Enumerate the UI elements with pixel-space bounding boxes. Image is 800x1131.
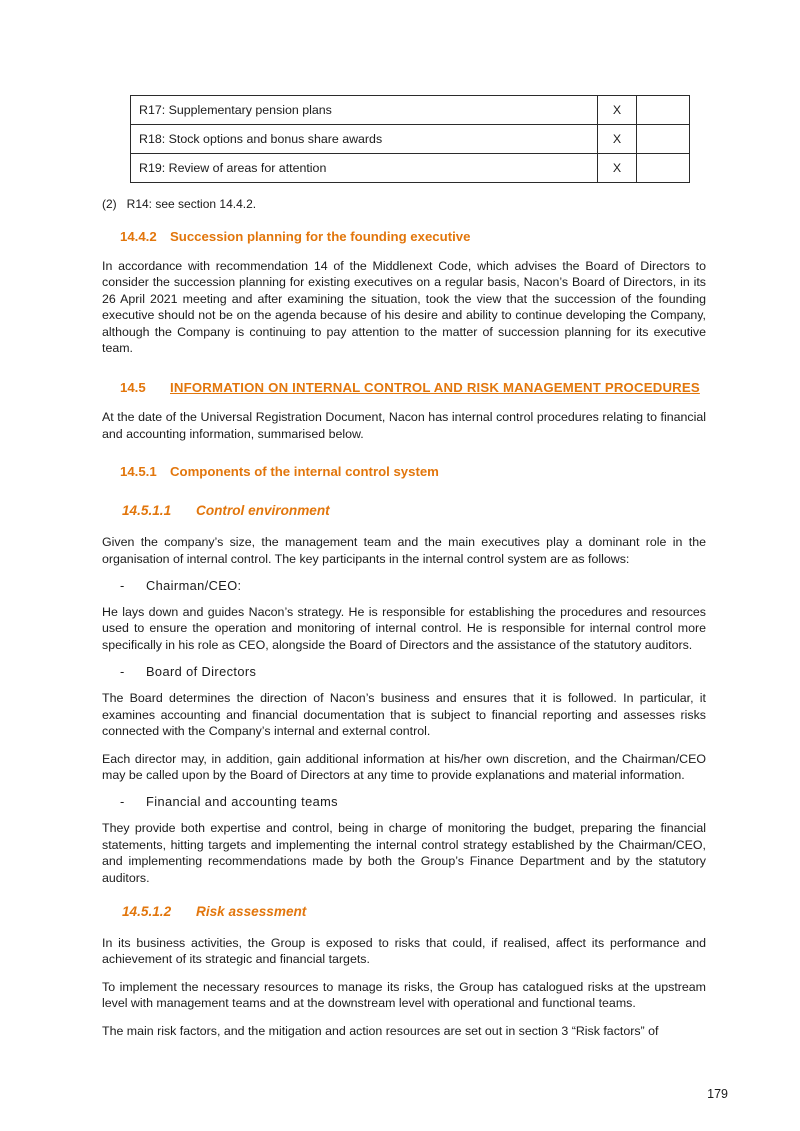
section-number: 14.5.1.1 bbox=[122, 503, 172, 519]
table-cell-extra bbox=[637, 125, 690, 154]
table-row bbox=[131, 96, 690, 125]
table-cell-mark: X bbox=[598, 96, 637, 125]
table-cell-extra bbox=[637, 154, 690, 183]
footnote bbox=[102, 197, 706, 211]
list-item-chairman-ceo bbox=[120, 578, 706, 593]
page-content bbox=[102, 95, 706, 1050]
table-row bbox=[131, 125, 690, 154]
section-heading-14-5-1-2 bbox=[122, 904, 706, 919]
section-title: Risk assessment bbox=[196, 903, 307, 919]
section-heading-14-4-2 bbox=[120, 229, 706, 244]
paragraph-control-env-intro: Given the company’s size, the management team and the main executives play a dominant role in the organisation of internal control. The key participants in the internal control system are as follows: bbox=[102, 535, 706, 566]
section-number: 14.4.2 bbox=[120, 229, 157, 244]
section-heading-14-5-1-1 bbox=[122, 503, 706, 518]
section-title: INFORMATION ON INTERNAL CONTROL AND RISK MANAGEMENT PROCEDURES bbox=[170, 380, 700, 396]
list-item-label: Financial and accounting teams bbox=[146, 794, 338, 810]
paragraph-risk-1: In its business activities, the Group is exposed to risks that could, if realised, affect its performance and achievement of its strategic and financial targets. bbox=[102, 935, 706, 967]
bullet-dash: - bbox=[120, 664, 125, 680]
section-title: Succession planning for the founding executive bbox=[170, 229, 471, 244]
list-item-label: Board of Directors bbox=[146, 664, 257, 680]
section-number: 14.5.1.2 bbox=[122, 903, 172, 919]
table-cell-label: R19: Review of areas for attention bbox=[131, 154, 598, 183]
section-heading-14-5-1 bbox=[120, 464, 706, 479]
table-cell-mark: X bbox=[598, 125, 637, 154]
paragraph-internal-control-intro: At the date of the Universal Registration Document, Nacon has internal control procedures relating to financial and accounting information, summarised below. bbox=[102, 410, 706, 441]
table-cell-label: R18: Stock options and bonus share awards bbox=[131, 125, 598, 154]
section-heading-14-5 bbox=[120, 380, 706, 395]
page-number: 179 bbox=[707, 1087, 728, 1101]
section-number: 14.5 bbox=[120, 380, 146, 396]
bullet-dash: - bbox=[120, 578, 125, 594]
list-item-financial-teams bbox=[120, 794, 706, 809]
paragraph-risk-2: To implement the necessary resources to manage its risks, the Group has catalogued risks at the upstream level with management teams and at the downstream level with operational and functional teams. bbox=[102, 979, 706, 1011]
footnote-marker: (2) bbox=[102, 197, 117, 211]
recommendations-table bbox=[130, 95, 690, 183]
paragraph-succession: In accordance with recommendation 14 of the Middlenext Code, which advises the Board of Directors to consider the succession planning for existing executives on a regular basis, Nacon’s Board of Directors, in its 26 April 2021 meeting and after examining the situation, took the view that the succession of the founding executive should not be on the agenda because of his desire and ability to continue developing the Company, although the Company is continuing to pay attention to the matter of succession planning for its executive team. bbox=[102, 259, 706, 356]
paragraph-chairman-ceo: He lays down and guides Nacon’s strategy. He is responsible for establishing the procedures and resources used to ensure the operation and monitoring of internal control. He is responsible for internal control more specifically in his role as CEO, alongside the Board of Directors and the assistance of the statutory auditors. bbox=[102, 605, 706, 652]
list-item-label: Chairman/CEO: bbox=[146, 578, 242, 594]
section-title: Control environment bbox=[196, 503, 330, 519]
table-cell-mark: X bbox=[598, 154, 637, 183]
section-number: 14.5.1 bbox=[120, 464, 157, 480]
footnote-text: R14: see section 14.4.2. bbox=[126, 197, 257, 211]
table-cell-extra bbox=[637, 96, 690, 125]
paragraph-risk-3: The main risk factors, and the mitigation and action resources are set out in section 3 “Risk factors” of bbox=[102, 1023, 659, 1038]
table-cell-label: R17: Supplementary pension plans bbox=[131, 96, 598, 125]
list-item-board-of-directors bbox=[120, 664, 706, 679]
section-title: Components of the internal control system bbox=[170, 464, 439, 480]
table-row bbox=[131, 154, 690, 183]
bullet-dash: - bbox=[120, 794, 125, 810]
paragraph-financial-teams: They provide both expertise and control, being in charge of monitoring the budget, preparing the financial statements, hitting targets and implementing the internal control strategy established by the Chairman/CEO, and implementing recommendations made by both the Group’s Finance Department and by the statutory auditors. bbox=[102, 821, 706, 885]
paragraph-board-2: Each director may, in addition, gain additional information at his/her own discretion, and the Chairman/CEO may be called upon by the Board of Directors at any time to provide explanations and material information. bbox=[102, 751, 706, 782]
paragraph-board-1: The Board determines the direction of Nacon’s business and ensures that it is followed. In particular, it examines accounting and financial documentation that is subject to financial reporting and assesses risks connected with the Company’s internal and external control. bbox=[102, 691, 706, 739]
